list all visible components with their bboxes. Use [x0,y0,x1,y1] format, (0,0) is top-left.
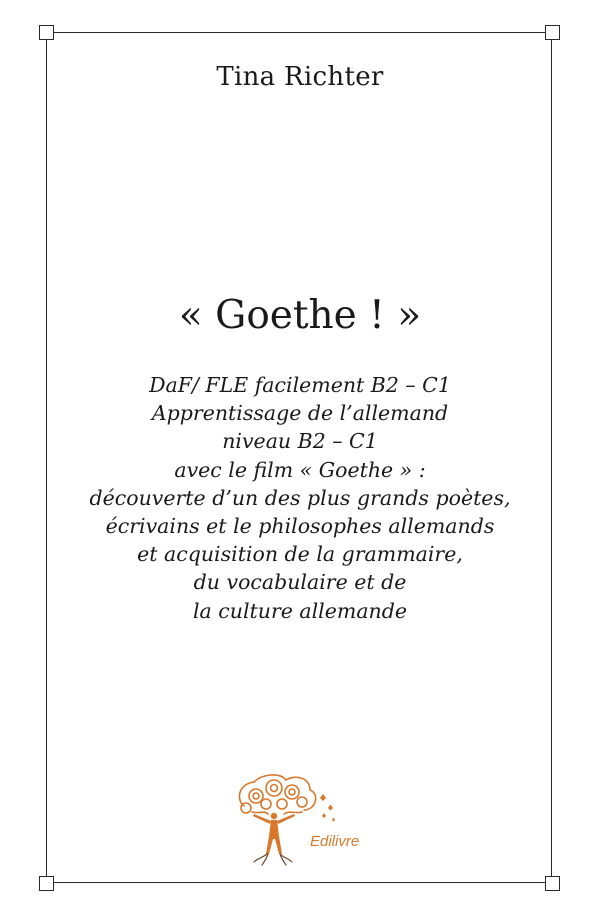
tree-figure-icon [224,770,384,866]
corner-square-bottom-left [39,876,54,891]
subtitle-line: niveau B2 – C1 [222,429,378,454]
publisher-logo [224,770,384,866]
book-title: « Goethe ! » [178,293,422,338]
subtitle-line: et acquisition de la grammaire, [137,542,463,567]
subtitle-line: avec le film « Goethe » : [174,457,426,482]
corner-square-bottom-right [545,876,560,891]
subtitle-line: découverte d’un des plus grands poètes, [89,485,511,510]
corner-square-top-left [39,25,54,40]
author-name: Tina Richter [216,62,384,92]
subtitle-line: Apprentissage de l’allemand [151,401,449,426]
subtitle-line: du vocabulaire et de [193,570,407,595]
book-subtitle [0,371,600,625]
corner-square-top-right [545,25,560,40]
subtitle-line: DaF/ FLE facilement B2 – C1 [149,373,451,397]
publisher-name: Edilivre [310,833,360,850]
subtitle-line: écrivains et le philosophes allemands [105,514,495,539]
subtitle-line: la culture allemande [192,598,407,623]
